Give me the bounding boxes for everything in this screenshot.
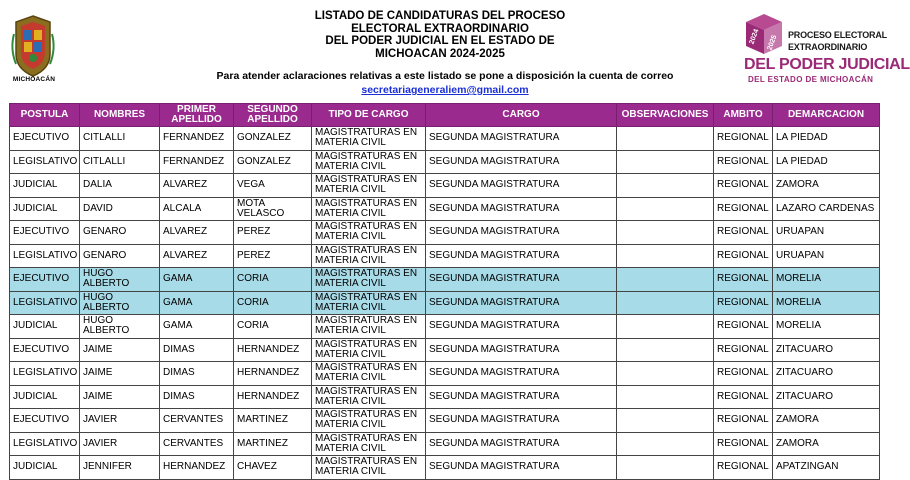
- table-row: [10, 385, 880, 409]
- cell-segundo: GONZALEZ: [234, 127, 312, 151]
- column-header: OBSERVACIONES: [617, 104, 714, 127]
- cell-demarcacion: ZAMORA: [773, 432, 880, 456]
- cell-ambito: REGIONAL: [714, 456, 773, 480]
- cell-nombres: JAIME: [80, 362, 160, 386]
- cell-segundo: PEREZ: [234, 244, 312, 268]
- cell-segundo: MARTINEZ: [234, 432, 312, 456]
- cell-postula: EJECUTIVO: [10, 268, 80, 292]
- cell-demarcacion: APATZINGAN: [773, 456, 880, 480]
- cell-tipo: MAGISTRATURAS EN MATERIA CIVIL: [312, 127, 426, 151]
- title-line: LISTADO DE CANDIDATURAS DEL PROCESO: [314, 10, 566, 22]
- table-row: [10, 197, 880, 221]
- cell-postula: EJECUTIVO: [10, 409, 80, 433]
- cell-nombres: GENARO: [80, 221, 160, 245]
- cell-primer: HERNANDEZ: [160, 456, 234, 480]
- cell-ambito: REGIONAL: [714, 315, 773, 339]
- cell-nombres: GENARO: [80, 244, 160, 268]
- cell-tipo: MAGISTRATURAS EN MATERIA CIVIL: [312, 409, 426, 433]
- cell-nombres: JAIME: [80, 338, 160, 362]
- cell-cargo: SEGUNDA MAGISTRATURA: [426, 268, 617, 292]
- cell-nombres: JAVIER: [80, 409, 160, 433]
- table-row: [10, 338, 880, 362]
- cell-obs: [617, 456, 714, 480]
- cell-cargo: SEGUNDA MAGISTRATURA: [426, 150, 617, 174]
- cell-nombres: HUGO ALBERTO: [80, 291, 160, 315]
- cell-postula: JUDICIAL: [10, 385, 80, 409]
- cell-primer: FERNANDEZ: [160, 127, 234, 151]
- cell-nombres: JAIME: [80, 385, 160, 409]
- cell-cargo: SEGUNDA MAGISTRATURA: [426, 197, 617, 221]
- ballot-box-icon: [740, 12, 786, 56]
- cell-postula: JUDICIAL: [10, 174, 80, 198]
- table-row: [10, 150, 880, 174]
- cell-ambito: REGIONAL: [714, 150, 773, 174]
- cell-postula: JUDICIAL: [10, 197, 80, 221]
- cell-tipo: MAGISTRATURAS EN MATERIA CIVIL: [312, 268, 426, 292]
- cell-obs: [617, 221, 714, 245]
- cell-postula: LEGISLATIVO: [10, 362, 80, 386]
- cell-segundo: VEGA: [234, 174, 312, 198]
- title-line: MICHOACAN 2024-2025: [375, 47, 505, 60]
- cell-obs: [617, 244, 714, 268]
- cell-primer: CERVANTES: [160, 409, 234, 433]
- cell-tipo: MAGISTRATURAS EN MATERIA CIVIL: [312, 197, 426, 221]
- cell-postula: LEGISLATIVO: [10, 150, 80, 174]
- cell-demarcacion: ZITACUARO: [773, 385, 880, 409]
- cell-ambito: REGIONAL: [714, 197, 773, 221]
- cell-ambito: REGIONAL: [714, 127, 773, 151]
- cell-cargo: SEGUNDA MAGISTRATURA: [426, 174, 617, 198]
- cell-postula: LEGISLATIVO: [10, 291, 80, 315]
- cell-primer: ALVAREZ: [160, 244, 234, 268]
- cell-cargo: SEGUNDA MAGISTRATURA: [426, 244, 617, 268]
- cell-ambito: REGIONAL: [714, 385, 773, 409]
- cell-ambito: REGIONAL: [714, 409, 773, 433]
- cell-demarcacion: ZAMORA: [773, 409, 880, 433]
- title-line: ELECTORAL EXTRAORDINARIO: [351, 22, 529, 35]
- table-row: [10, 291, 880, 315]
- cell-nombres: DAVID: [80, 197, 160, 221]
- cell-tipo: MAGISTRATURAS EN MATERIA CIVIL: [312, 221, 426, 245]
- cell-cargo: SEGUNDA MAGISTRATURA: [426, 221, 617, 245]
- table-row: [10, 174, 880, 198]
- cell-primer: ALCALA: [160, 197, 234, 221]
- cell-nombres: HUGO ALBERTO: [80, 315, 160, 339]
- cell-demarcacion: MORELIA: [773, 315, 880, 339]
- cell-cargo: SEGUNDA MAGISTRATURA: [426, 291, 617, 315]
- cell-nombres: JAVIER: [80, 432, 160, 456]
- cell-segundo: MARTINEZ: [234, 409, 312, 433]
- cell-demarcacion: MORELIA: [773, 291, 880, 315]
- cell-obs: [617, 127, 714, 151]
- contact-email-link[interactable]: secretariageneraliem@gmail.com: [361, 84, 529, 96]
- cell-segundo: HERNANDEZ: [234, 338, 312, 362]
- cell-postula: LEGISLATIVO: [10, 244, 80, 268]
- cell-segundo: HERNANDEZ: [234, 362, 312, 386]
- brand-line: EXTRAORDINARIO: [788, 42, 868, 52]
- cell-primer: ALVAREZ: [160, 174, 234, 198]
- cell-postula: EJECUTIVO: [10, 221, 80, 245]
- cell-primer: DIMAS: [160, 385, 234, 409]
- crest-label: MICHOACÁN: [12, 76, 56, 83]
- cell-tipo: MAGISTRATURAS EN MATERIA CIVIL: [312, 150, 426, 174]
- cell-obs: [617, 174, 714, 198]
- cell-demarcacion: ZITACUARO: [773, 338, 880, 362]
- cell-tipo: MAGISTRATURAS EN MATERIA CIVIL: [312, 432, 426, 456]
- cell-obs: [617, 197, 714, 221]
- cell-nombres: CITLALLI: [80, 127, 160, 151]
- cell-postula: JUDICIAL: [10, 456, 80, 480]
- cell-primer: DIMAS: [160, 362, 234, 386]
- cell-cargo: SEGUNDA MAGISTRATURA: [426, 432, 617, 456]
- column-header: POSTULA: [10, 104, 80, 127]
- cell-demarcacion: LA PIEDAD: [773, 127, 880, 151]
- cell-primer: ALVAREZ: [160, 221, 234, 245]
- cell-tipo: MAGISTRATURAS EN MATERIA CIVIL: [312, 291, 426, 315]
- cell-obs: [617, 432, 714, 456]
- cell-postula: LEGISLATIVO: [10, 432, 80, 456]
- year-b-label: 2025: [766, 34, 779, 52]
- cell-postula: JUDICIAL: [10, 315, 80, 339]
- cell-obs: [617, 291, 714, 315]
- column-header: PRIMER APELLIDO: [160, 104, 234, 127]
- cell-postula: EJECUTIVO: [10, 338, 80, 362]
- table-header-row: [10, 104, 880, 127]
- table-row: [10, 409, 880, 433]
- cell-tipo: MAGISTRATURAS EN MATERIA CIVIL: [312, 385, 426, 409]
- column-header: AMBITO: [714, 104, 773, 127]
- table-row: [10, 244, 880, 268]
- cell-demarcacion: URUAPAN: [773, 244, 880, 268]
- cell-ambito: REGIONAL: [714, 268, 773, 292]
- cell-ambito: REGIONAL: [714, 432, 773, 456]
- table-row: [10, 362, 880, 386]
- cell-tipo: MAGISTRATURAS EN MATERIA CIVIL: [312, 244, 426, 268]
- table-row: [10, 127, 880, 151]
- cell-segundo: CORIA: [234, 268, 312, 292]
- brand-line: DEL PODER JUDICIAL: [744, 56, 910, 73]
- cell-primer: GAMA: [160, 291, 234, 315]
- cell-segundo: CORIA: [234, 315, 312, 339]
- cell-demarcacion: ZAMORA: [773, 174, 880, 198]
- table-row: [10, 268, 880, 292]
- cell-ambito: REGIONAL: [714, 362, 773, 386]
- cell-cargo: SEGUNDA MAGISTRATURA: [426, 362, 617, 386]
- table-row: [10, 456, 880, 480]
- cell-segundo: MOTA VELASCO: [234, 197, 312, 221]
- cell-primer: CERVANTES: [160, 432, 234, 456]
- cell-obs: [617, 150, 714, 174]
- cell-cargo: SEGUNDA MAGISTRATURA: [426, 127, 617, 151]
- table-row: [10, 315, 880, 339]
- cell-obs: [617, 338, 714, 362]
- cell-primer: GAMA: [160, 268, 234, 292]
- title-line: DEL PODER JUDICIAL EN EL ESTADO DE: [325, 35, 555, 47]
- cell-tipo: MAGISTRATURAS EN MATERIA CIVIL: [312, 338, 426, 362]
- cell-demarcacion: LAZARO CARDENAS: [773, 197, 880, 221]
- cell-obs: [617, 315, 714, 339]
- cell-cargo: SEGUNDA MAGISTRATURA: [426, 409, 617, 433]
- document-header: [0, 0, 910, 100]
- cell-demarcacion: MORELIA: [773, 268, 880, 292]
- year-a-label: 2024: [748, 28, 761, 46]
- cell-segundo: CHAVEZ: [234, 456, 312, 480]
- cell-segundo: CORIA: [234, 291, 312, 315]
- cell-demarcacion: ZITACUARO: [773, 362, 880, 386]
- cell-obs: [617, 385, 714, 409]
- michoacan-crest-icon: [10, 14, 56, 84]
- cell-ambito: REGIONAL: [714, 174, 773, 198]
- contact-notice: Para atender aclaraciones relativas a este listado se pone a disposición la cuenta de correo: [216, 70, 674, 82]
- document-title: [290, 10, 590, 60]
- table-row: [10, 432, 880, 456]
- cell-ambito: REGIONAL: [714, 338, 773, 362]
- cell-nombres: CITLALLI: [80, 150, 160, 174]
- cell-nombres: HUGO ALBERTO: [80, 268, 160, 292]
- column-header: DEMARCACION: [773, 104, 880, 127]
- cell-tipo: MAGISTRATURAS EN MATERIA CIVIL: [312, 174, 426, 198]
- cell-nombres: JENNIFER: [80, 456, 160, 480]
- cell-ambito: REGIONAL: [714, 244, 773, 268]
- cell-obs: [617, 409, 714, 433]
- table-row: [10, 221, 880, 245]
- cell-demarcacion: LA PIEDAD: [773, 150, 880, 174]
- cell-cargo: SEGUNDA MAGISTRATURA: [426, 315, 617, 339]
- cell-tipo: MAGISTRATURAS EN MATERIA CIVIL: [312, 456, 426, 480]
- cell-primer: FERNANDEZ: [160, 150, 234, 174]
- cell-primer: GAMA: [160, 315, 234, 339]
- cell-obs: [617, 362, 714, 386]
- brand-line: PROCESO ELECTORAL: [788, 30, 887, 40]
- cell-demarcacion: URUAPAN: [773, 221, 880, 245]
- cell-segundo: GONZALEZ: [234, 150, 312, 174]
- candidates-table: [9, 103, 880, 480]
- cell-tipo: MAGISTRATURAS EN MATERIA CIVIL: [312, 362, 426, 386]
- cell-segundo: PEREZ: [234, 221, 312, 245]
- cell-cargo: SEGUNDA MAGISTRATURA: [426, 385, 617, 409]
- cell-obs: [617, 268, 714, 292]
- table-body: [10, 127, 880, 480]
- column-header: CARGO: [426, 104, 617, 127]
- cell-ambito: REGIONAL: [714, 221, 773, 245]
- column-header: TIPO DE CARGO: [312, 104, 426, 127]
- electoral-process-logo: [740, 12, 910, 92]
- cell-postula: EJECUTIVO: [10, 127, 80, 151]
- cell-cargo: SEGUNDA MAGISTRATURA: [426, 456, 617, 480]
- cell-nombres: DALIA: [80, 174, 160, 198]
- cell-segundo: HERNANDEZ: [234, 385, 312, 409]
- cell-primer: DIMAS: [160, 338, 234, 362]
- brand-line: DEL ESTADO DE MICHOACÁN: [748, 75, 874, 84]
- column-header: SEGUNDO APELLIDO: [234, 104, 312, 127]
- cell-ambito: REGIONAL: [714, 291, 773, 315]
- column-header: NOMBRES: [80, 104, 160, 127]
- cell-tipo: MAGISTRATURAS EN MATERIA CIVIL: [312, 315, 426, 339]
- cell-cargo: SEGUNDA MAGISTRATURA: [426, 338, 617, 362]
